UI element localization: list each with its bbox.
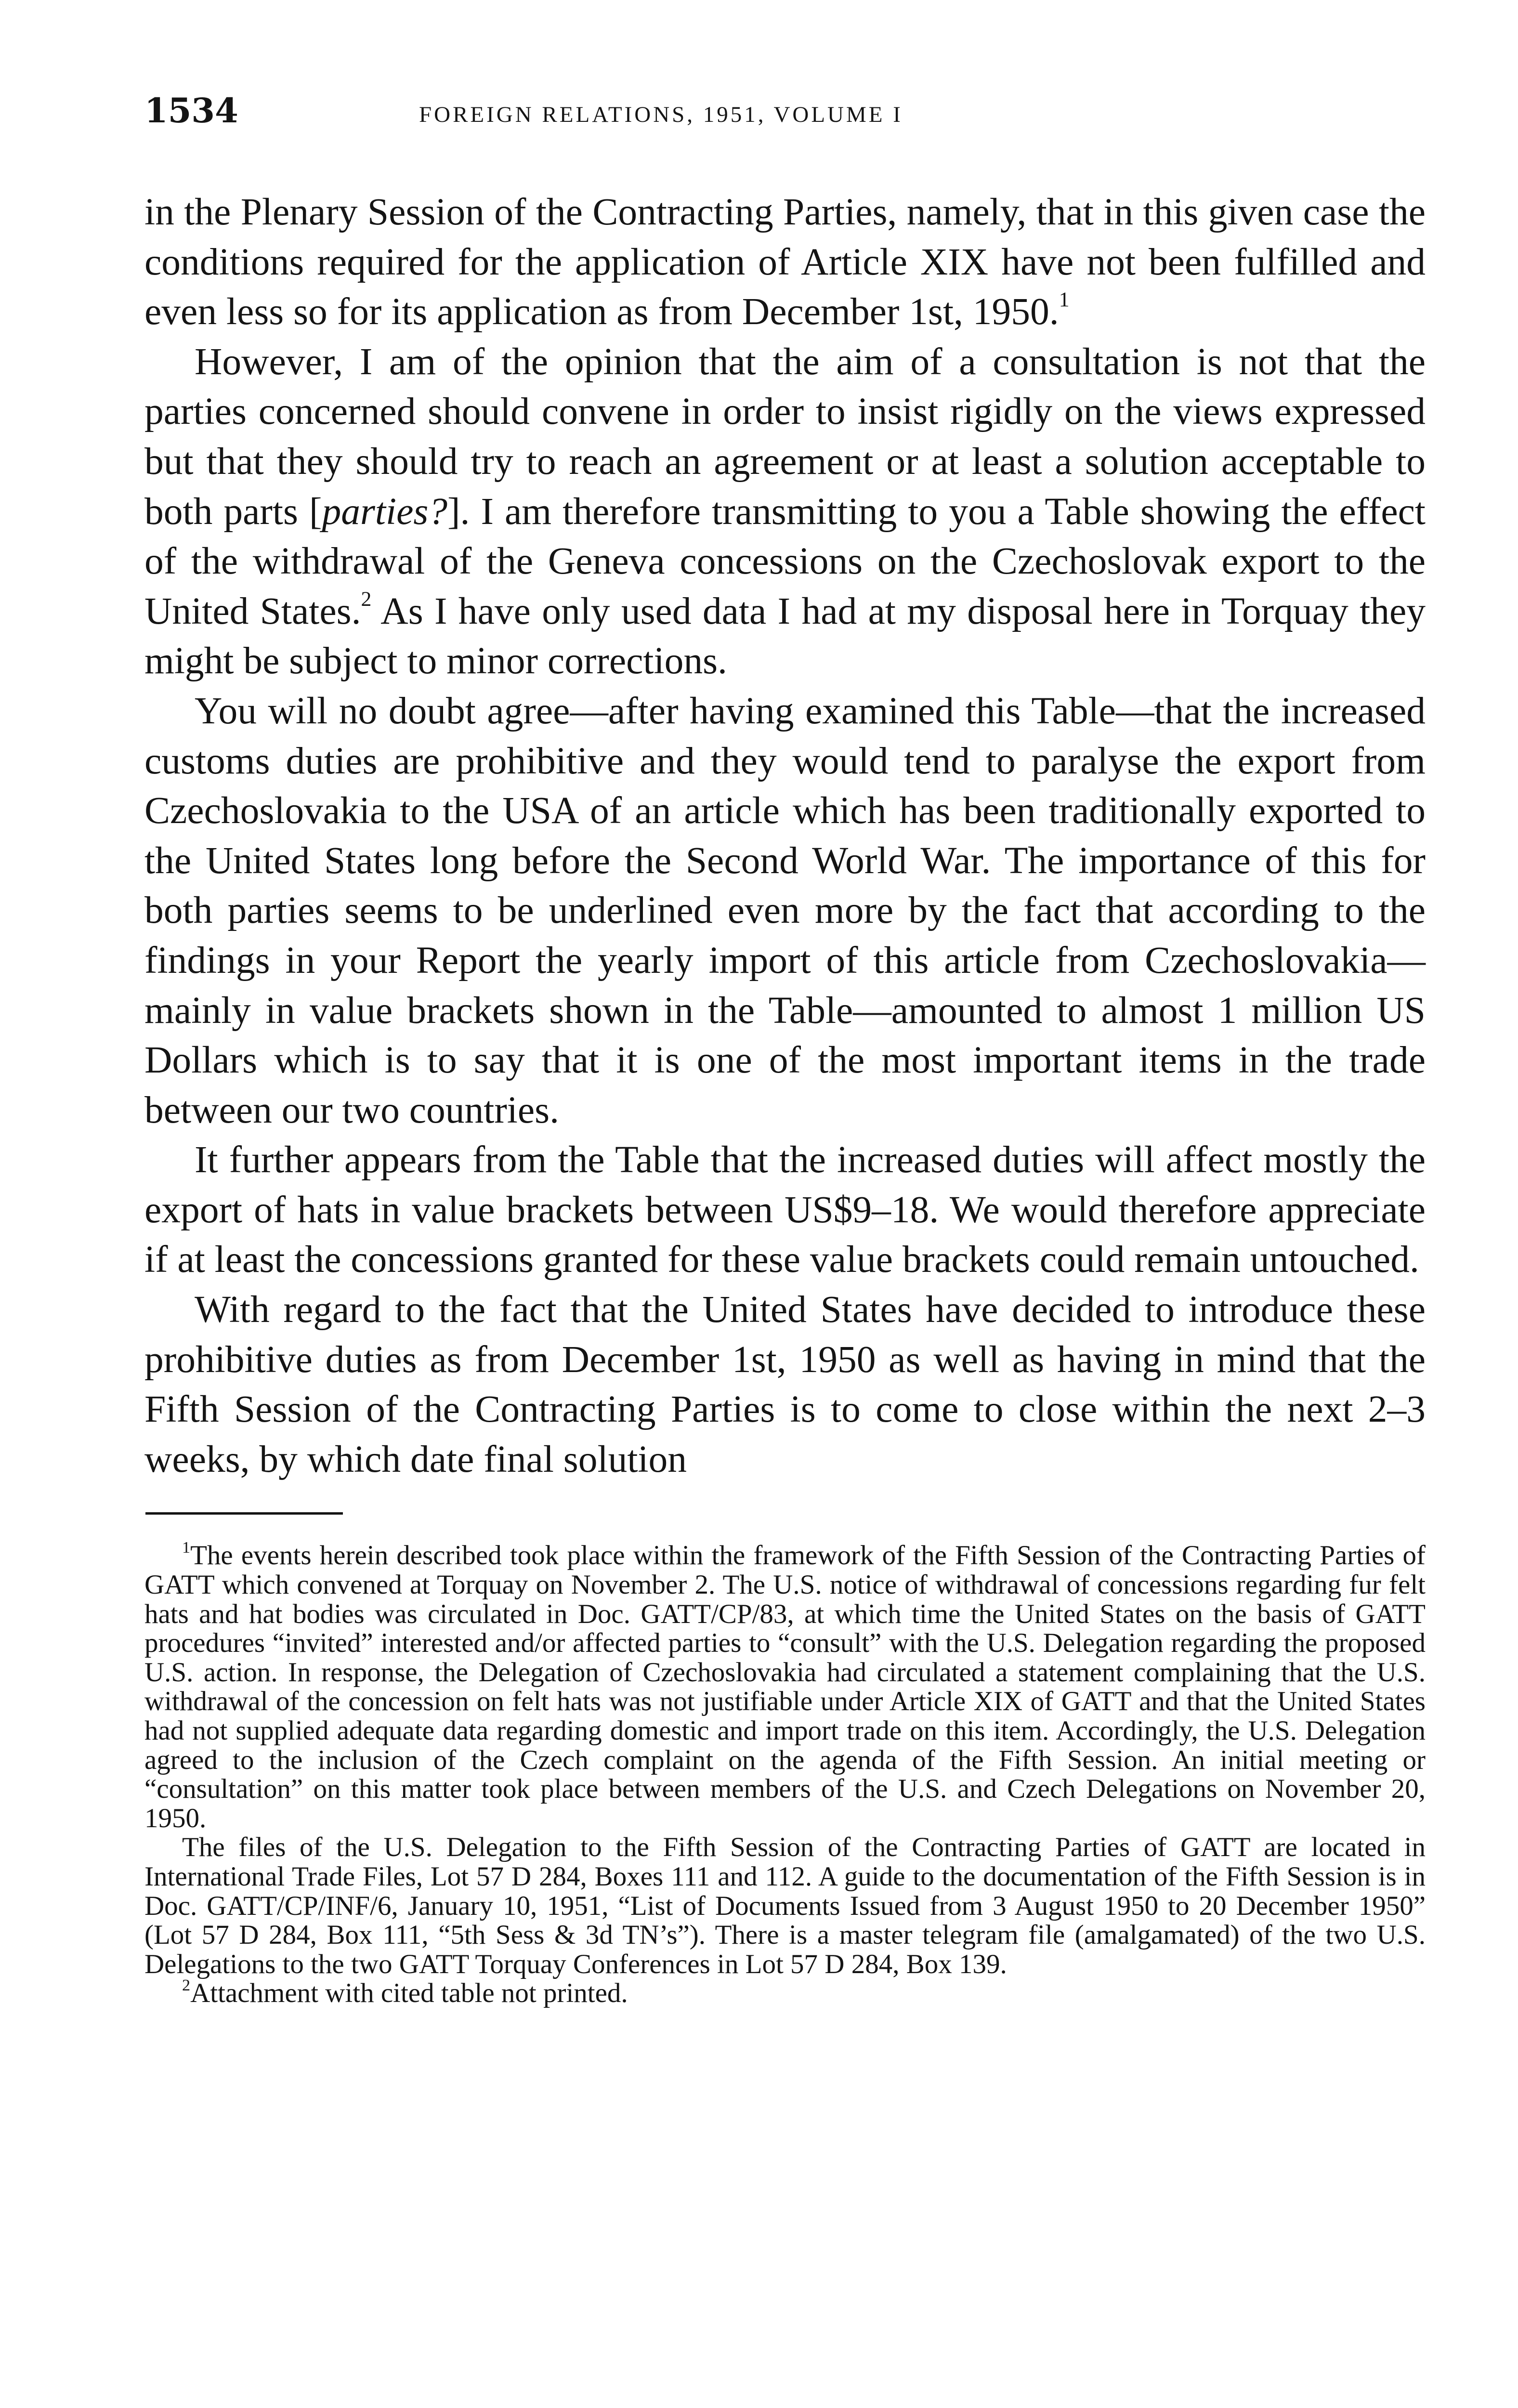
paragraph-5: With regard to the fact that the United States have decided to introduce these prohibitive duties as from December 1st, 1950 as well as having in mind that the Fifth Session of the Contracting Parties is to come to close within the next 2–3 weeks, by which date final solution [144, 1288, 1426, 1480]
editorial-insert: parties? [322, 490, 448, 533]
bracket-open: [ [309, 490, 322, 533]
footnote-1-marker: 1 [182, 1539, 191, 1557]
footnote-2-marker: 2 [182, 1976, 191, 1995]
footnote-1-continued: The files of the U.S. Delegation to the Fifth Session of the Contracting Parties of GATT are located in International Trade Files, Lot 57 D 284, Boxes 111 and 112. A guide to the documentation of the Fifth Session is in Doc. GATT/CP/INF/6, January 10, 1951, “List of Documents Issued from 3 August 1950 to 20 December 1950” (Lot 57 D 284, Box 111, “5th Sess & 3d TN’s”). There is a master telegram file (amalgamated) of the two U.S. Delegations to the two GATT Torquay Conferences in Lot 57 D 284, Box 139. [144, 1832, 1426, 1979]
footnote-ref-1: 1 [1059, 288, 1070, 312]
footnote-1 [144, 1541, 1426, 1833]
paragraph-2-text-b: . I am therefore transmitting to you a Table showing the effect of the withdrawal of the Geneva concessions on the Czechoslovak export to the United States. [144, 490, 1426, 632]
paragraph-2-text-a: However, I am of the opinion that the aim of a consultation is not that the parties concerned should convene in order to insist rigidly on the views expressed but that they should try to reach an agreement or at least a solution acceptable to both parts [144, 340, 1426, 533]
body-text [144, 187, 1426, 1484]
paragraph-1-text: in the Plenary Session of the Contracting Parties, namely, that in this given case the conditions required for the application of Article XIX have not been fulfilled and even less so for its application as from December 1st, 1950. [144, 191, 1426, 333]
footnote-2 [144, 1976, 1426, 2009]
footnote-ref-2: 2 [361, 587, 372, 611]
footnote-divider [145, 1512, 343, 1515]
footnote-1-text: The events herein described took place within the framework of the Fifth Session of the Contracting Parties of GATT which convened at Torquay on November 2. The U.S. notice of withdrawal of concessions regarding fur felt hats and hat bodies was circulated in Doc. GATT/CP/83, at which time the United States on the basis of GATT procedures “invited” interested and/or affected parties to “consult” with the U.S. Delegation regarding the proposed U.S. action. In response, the Delegation of Czechoslovakia had circulated a statement complaining that the U.S. withdrawal of the concession on felt hats was not justifiable under Article XIX of GATT and that the United States had not supplied adequate data regarding domestic and import trade on this item. Accordingly, the U.S. Delegation agreed to the inclusion of the Czech complaint on the agenda of the Fifth Session. An initial meeting or “consultation” on this matter took place between members of the U.S. and Czech Delegations on November 20, 1950. [144, 1540, 1426, 1833]
footnotes [144, 1541, 1426, 2008]
paragraph-2 [144, 337, 1426, 686]
running-title: FOREIGN RELATIONS, 1951, VOLUME I [419, 102, 903, 127]
paragraph-1 [144, 187, 1426, 337]
page-number: 1534 [144, 91, 238, 131]
running-head [144, 91, 1426, 152]
footnote-2-text: Attachment with cited table not printed. [190, 1978, 628, 2009]
page-content [144, 91, 1426, 2009]
bracket-close: ] [447, 490, 460, 533]
paragraph-4: It further appears from the Table that the increased duties will affect mostly the export of hats in value brackets between US$9–18. We would therefore appreciate if at least the concessions granted for these value brackets could remain untouched. [144, 1139, 1426, 1281]
paragraph-2-text-c: As I have only used data I had at my disposal here in Torquay they might be subject to minor corrections. [144, 589, 1426, 682]
paragraph-3: You will no doubt agree—after having examined this Table—that the increased customs duties are prohibitive and they would tend to paralyse the export from Czechoslovakia to the USA of an article which has been traditionally exported to the United States long before the Second World War. The importance of this for both parties seems to be underlined even more by the fact that according to the findings in your Report the yearly import of this article from Czechoslovakia—mainly in value brackets shown in the Table—amounted to almost 1 million US Dollars which is to say that it is one of the most important items in the trade between our two countries. [144, 689, 1426, 1131]
